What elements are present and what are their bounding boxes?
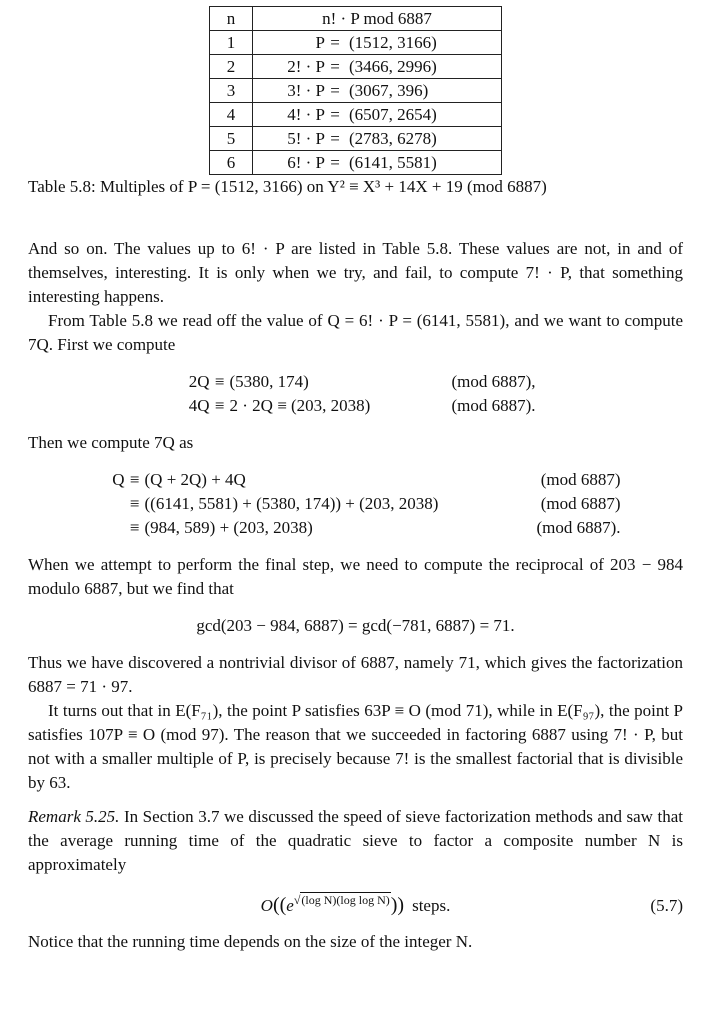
equals-sign: = [330,105,340,124]
row-value-cell [253,55,502,79]
table-row [210,151,502,175]
equiv-sign: ≡ [214,396,225,415]
row-index: 5 [210,127,253,151]
steps-label: steps. [412,896,451,915]
equiv-sign: ≡ [129,494,140,513]
eq-rhs: (5380, 174) [229,372,309,391]
eq-mod: (mod 6887) [540,494,621,513]
row-point: (2783, 6278) [349,129,437,148]
row-index: 6 [210,151,253,175]
equation-line [91,468,621,492]
table-header-row [210,7,502,31]
row-value-cell [253,151,502,175]
eq-rhs: (984, 589) + (203, 2038) [144,518,313,537]
table-caption: Table 5.8: Multiples of P = (1512, 3166) on Y² ≡ X³ + 14X + 19 (mod 6887) [28,177,547,196]
radicand: (log N)(log log N) [301,893,390,907]
row-point: (3067, 396) [349,81,429,100]
table-header-n: n [210,7,253,31]
row-expression: P [315,33,325,52]
big-o: O [260,896,273,915]
row-value-cell [253,79,502,103]
row-point: (1512, 3166) [349,33,437,52]
remark-paragraph [28,805,683,877]
equals-sign: = [330,153,340,172]
radical-sign: √ [293,893,301,907]
eq-lhs: 4Q [188,396,210,415]
equation-line [91,516,621,540]
exponent [294,892,391,907]
equation-gcd: gcd(203 − 984, 6887) = gcd(−781, 6887) = 71. [196,616,515,635]
equation-5-7-content [260,893,451,916]
eq-lhs: 2Q [188,372,210,391]
row-expression: 2! · P [287,57,325,76]
eq-mod: (mod 6887). [536,518,621,537]
eq-rhs: ((6141, 5581) + (5380, 174)) + (203, 2038) [144,494,439,513]
remark-label: Remark 5.25. [28,807,120,826]
paragraph-running-time: Notice that the running time depends on the size of the integer N. [28,932,473,951]
eq-rhs: 2 · 2Q ≡ (203, 2038) [229,396,371,415]
equiv-sign: ≡ [129,470,140,489]
paragraph-and-so-on: And so on. The values up to 6! · P are listed in Table 5.8. These values are not, in and of themselves, interesting. It is only when we try, and fail, to compute 7! · P, that something interesting happens. [28,239,683,306]
equiv-sign: ≡ [214,372,225,391]
paragraph-from-table: From Table 5.8 we read off the value of Q = 6! · P = (6141, 5581), and we want to compute 7Q. First we compute [28,311,683,354]
multiples-table [209,6,502,175]
table-row [210,103,502,127]
equation-line [176,370,536,394]
equation-5-7 [28,893,683,918]
eq-rhs: (Q + 2Q) + 4Q [144,470,246,489]
row-value-cell [253,127,502,151]
equals-sign: = [330,81,340,100]
paragraph-then-we-compute: Then we compute 7Q as [28,433,194,452]
eq-lhs [91,516,125,540]
equals-sign: = [330,129,340,148]
row-expression: 5! · P [287,129,325,148]
equiv-sign: ≡ [129,518,140,537]
row-point: (6141, 5581) [349,153,437,172]
equals-sign: = [330,57,340,76]
paragraph-nontrivial-divisor: Thus we have discovered a nontrivial divisor of 6887, namely 71, which gives the factorization 6887 = 71 · 97. [28,653,683,696]
equals-sign: = [330,33,340,52]
eq-lhs: Q [112,470,125,489]
row-index: 1 [210,31,253,55]
eq-lhs [91,492,125,516]
equation-block-2q-4q [176,370,536,418]
row-value-cell [253,31,502,55]
row-expression: 4! · P [287,105,325,124]
paragraph-final-step: When we attempt to perform the final step, we need to compute the reciprocal of 203 − 984 modulo 6887, but we find that [28,555,683,598]
equation-block-7q [91,468,621,540]
close-parens: )) [390,894,405,916]
equation-line [91,492,621,516]
row-expression: 6! · P [287,153,325,172]
table-header-value: n! · P mod 6887 [253,7,502,31]
row-index: 3 [210,79,253,103]
row-index: 4 [210,103,253,127]
row-point: (6507, 2654) [349,105,437,124]
remark-body: In Section 3.7 we discussed the speed of sieve factorization methods and saw that the average running time of the quadratic sieve to factor a composite number N is approximately [28,807,683,874]
equation-line [176,394,536,418]
paragraph-it-turns-out: It turns out that in E(F₇₁), the point P satisfies 63P ≡ O (mod 71), while in E(F₉₇), the point P satisfies 107P ≡ O (mod 97). The reason that we succeeded in factoring 6887 using 7! · P, but not with a smaller multiple of P, is precisely because 7! is the smallest factorial that is divisible by 63. [28,701,683,792]
equation-number: (5.7) [650,895,683,915]
eq-mod: (mod 6887) [540,470,621,489]
euler-e: e [286,896,294,915]
table-row [210,127,502,151]
table-row [210,31,502,55]
table-row [210,79,502,103]
row-expression: 3! · P [287,81,325,100]
eq-mod: (mod 6887). [451,396,536,415]
eq-mod: (mod 6887), [451,372,536,391]
table-row [210,55,502,79]
row-index: 2 [210,55,253,79]
open-parens: (( [272,894,287,916]
row-value-cell [253,103,502,127]
row-point: (3466, 2996) [349,57,437,76]
